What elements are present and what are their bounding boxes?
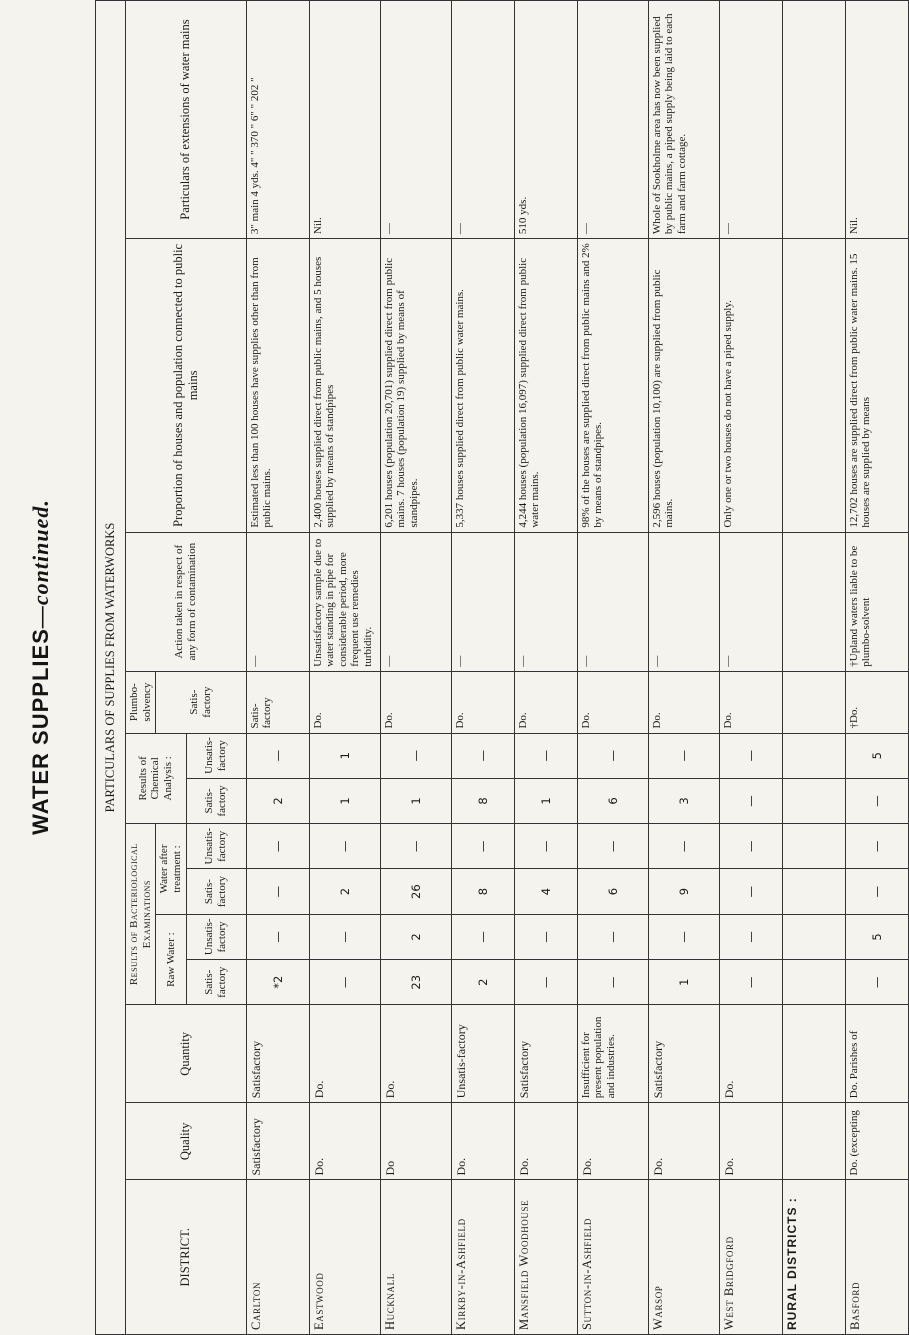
table-row — [246, 1, 309, 1335]
proportion-cell: 6,201 houses (population 20,701) supplied direct from public mains. 7 houses (population 19) supplied by means of standpipes. — [380, 239, 451, 533]
table-row — [309, 1, 380, 1335]
action-cell: — — [380, 532, 451, 671]
raw-unsat-cell: — — [514, 914, 577, 959]
extensions-cell: Nil. — [309, 1, 380, 239]
extensions-cell: 510 yds. — [514, 1, 577, 239]
treat-sat-cell: — — [845, 869, 908, 914]
district-cell: Hucknall — [380, 1180, 451, 1335]
raw-sat-cell: — — [514, 960, 577, 1005]
raw-unsat-cell: — — [577, 914, 648, 959]
extensions-cell: — — [577, 1, 648, 239]
raw-unsat-cell: — — [648, 914, 719, 959]
treat-sat-cell: 26 — [380, 869, 451, 914]
treat-unsat-cell: — — [719, 824, 782, 869]
district-cell: Eastwood — [309, 1180, 380, 1335]
quality-cell: Satisfactory — [246, 1103, 309, 1180]
raw-sat-cell: 2 — [451, 960, 514, 1005]
extensions-cell: 3" main 4 yds. 4" " 370 " 6" " 202 " — [246, 1, 309, 239]
treat-sat-cell: 9 — [648, 869, 719, 914]
district-cell: Basford — [845, 1180, 908, 1335]
action-cell: — — [648, 532, 719, 671]
quality-cell: Do — [380, 1103, 451, 1180]
treat-unsat-cell: — — [577, 824, 648, 869]
table-row — [514, 1, 577, 1335]
district-header: DISTRICT. — [126, 1180, 247, 1335]
chem-sat-cell: 8 — [451, 778, 514, 823]
chem-unsat-cell: — — [719, 733, 782, 778]
plumbo-cell: †Do. — [845, 671, 908, 733]
raw-sat-cell: *2 — [246, 960, 309, 1005]
action-cell: — — [719, 532, 782, 671]
quality-cell: Do. — [719, 1103, 782, 1180]
raw-water-header: Raw Water : — [156, 914, 186, 1005]
table-title: PARTICULARS OF SUPPLIES FROM WATERWORKS — [96, 1, 126, 1335]
proportion-cell: 4,244 houses (population 16,097) supplied direct from public water mains. — [514, 239, 577, 533]
chem-sat-cell: 2 — [246, 778, 309, 823]
plumbo-cell: Do. — [451, 671, 514, 733]
chem-sat-cell: 3 — [648, 778, 719, 823]
action-cell: †Upland waters liable to be plumbo-solvent — [845, 532, 908, 671]
proportion-cell: 98% of the houses are supplied direct from public mains and 2% by means of standpipes. — [577, 239, 648, 533]
raw-sat-header: Satis-factory — [186, 960, 246, 1005]
chem-unsat-cell: — — [380, 733, 451, 778]
district-cell: West Bridgford — [719, 1180, 782, 1335]
action-header: Action taken in respect of any form of contamination — [126, 532, 247, 671]
after-treatment-header: Water after treatment : — [156, 824, 186, 915]
action-cell: — — [246, 532, 309, 671]
rural-heading-row — [782, 1, 845, 1335]
quantity-cell: Do. — [719, 1005, 782, 1103]
action-cell: — — [577, 532, 648, 671]
treat-sat-cell: — — [719, 869, 782, 914]
extensions-cell: Nil. — [845, 1, 908, 239]
quality-cell: Do. — [648, 1103, 719, 1180]
page-title-main: WATER SUPPLIES — [28, 628, 53, 835]
page-title-suffix: —continued. — [28, 499, 53, 629]
raw-sat-cell: — — [309, 960, 380, 1005]
page-title — [28, 267, 54, 1067]
action-cell: — — [451, 532, 514, 671]
quantity-cell: Satisfactory — [514, 1005, 577, 1103]
quantity-cell: Do. — [380, 1005, 451, 1103]
raw-unsat-header: Unsatis-factory — [186, 914, 246, 959]
chem-unsat-header: Unsatis-factory — [186, 733, 246, 778]
raw-sat-cell: 1 — [648, 960, 719, 1005]
chem-unsat-cell: — — [451, 733, 514, 778]
quantity-header: Quantity — [126, 1005, 247, 1103]
plumbo-cell: Do. — [309, 671, 380, 733]
plumbo-header: Plumbo-solvency — [126, 671, 156, 733]
district-cell: Mansfield Woodhouse — [514, 1180, 577, 1335]
quantity-cell: Satisfactory — [246, 1005, 309, 1103]
chem-sat-cell: 6 — [577, 778, 648, 823]
quality-cell: Do. (excepting — [845, 1103, 908, 1180]
chem-unsat-cell: 5 — [845, 733, 908, 778]
rotated-table-wrapper — [95, 0, 884, 1335]
extensions-cell: — — [719, 1, 782, 239]
proportion-cell: Estimated less than 100 houses have supplies other than from public mains. — [246, 239, 309, 533]
treat-unsat-cell: — — [648, 824, 719, 869]
extensions-cell: — — [380, 1, 451, 239]
plumbo-cell: Do. — [719, 671, 782, 733]
district-cell: Sutton-in-Ashfield — [577, 1180, 648, 1335]
plumbo-cell: Do. — [380, 671, 451, 733]
bacteriological-header: Results of Bacteriological Examinations — [126, 824, 156, 1005]
table-row — [845, 1, 908, 1335]
extensions-cell: — — [451, 1, 514, 239]
chemical-header: Results of Chemical Analysis : — [126, 733, 187, 824]
plumbo-cell: Do. — [648, 671, 719, 733]
raw-sat-cell: — — [719, 960, 782, 1005]
quality-cell: Do. — [451, 1103, 514, 1180]
raw-unsat-cell: — — [309, 914, 380, 959]
raw-unsat-cell: 2 — [380, 914, 451, 959]
district-cell: Kirkby-in-Ashfield — [451, 1180, 514, 1335]
raw-unsat-cell: — — [719, 914, 782, 959]
plumbo-cell: Satis-factory — [246, 671, 309, 733]
quantity-cell: Insufficient for present population and industries. — [577, 1005, 648, 1103]
plumbo-sat-header: Satis-factory — [156, 671, 246, 733]
raw-unsat-cell: 5 — [845, 914, 908, 959]
chem-sat-cell: — — [845, 778, 908, 823]
district-cell: Carlton — [246, 1180, 309, 1335]
treat-sat-cell: — — [246, 869, 309, 914]
raw-unsat-cell: — — [451, 914, 514, 959]
quality-cell: Do. — [577, 1103, 648, 1180]
treat-sat-cell: 8 — [451, 869, 514, 914]
waterworks-table — [95, 0, 909, 1335]
treat-sat-cell: 6 — [577, 869, 648, 914]
treat-unsat-cell: — — [309, 824, 380, 869]
quantity-cell: Do. — [309, 1005, 380, 1103]
proportion-cell: 2,400 houses supplied direct from public mains, and 5 houses supplied by means of standpipes — [309, 239, 380, 533]
raw-unsat-cell: — — [246, 914, 309, 959]
quality-cell: Do. — [309, 1103, 380, 1180]
action-cell: Unsatisfactory sample due to water standing in pipe for considerable period, more frequent use remedies turbidity. — [309, 532, 380, 671]
raw-sat-cell: 23 — [380, 960, 451, 1005]
chem-sat-cell: — — [719, 778, 782, 823]
district-cell: Warsop — [648, 1180, 719, 1335]
treat-unsat-header: Unsatis-factory — [186, 824, 246, 869]
treat-unsat-cell: — — [451, 824, 514, 869]
chem-unsat-cell: 1 — [309, 733, 380, 778]
treat-unsat-cell: — — [845, 824, 908, 869]
treat-sat-header: Satis-factory — [186, 869, 246, 914]
extensions-cell: Whole of Sookholme area has now been supplied by public mains, a piped supply being laid to each farm and farm cottage. — [648, 1, 719, 239]
chem-unsat-cell: — — [514, 733, 577, 778]
treat-sat-cell: 4 — [514, 869, 577, 914]
rural-districts-heading: RURAL DISTRICTS : — [782, 1180, 845, 1335]
plumbo-cell: Do. — [514, 671, 577, 733]
extensions-header: Particulars of extensions of water mains — [126, 1, 247, 239]
proportion-cell: Only one or two houses do not have a piped supply. — [719, 239, 782, 533]
quality-header: Quality — [126, 1103, 247, 1180]
treat-unsat-cell: — — [514, 824, 577, 869]
proportion-cell: 5,337 houses supplied direct from public water mains. — [451, 239, 514, 533]
chem-unsat-cell: — — [648, 733, 719, 778]
quantity-cell: Satisfactory — [648, 1005, 719, 1103]
table-row — [451, 1, 514, 1335]
plumbo-cell: Do. — [577, 671, 648, 733]
treat-unsat-cell: — — [246, 824, 309, 869]
raw-sat-cell: — — [577, 960, 648, 1005]
chem-sat-cell: 1 — [514, 778, 577, 823]
action-cell: — — [514, 532, 577, 671]
table-row — [648, 1, 719, 1335]
proportion-header: Proportion of houses and population connected to public mains — [126, 239, 247, 533]
chem-sat-header: Satis-factory — [186, 778, 246, 823]
quantity-cell: Do. Parishes of — [845, 1005, 908, 1103]
treat-sat-cell: 2 — [309, 869, 380, 914]
chem-unsat-cell: — — [246, 733, 309, 778]
raw-sat-cell: — — [845, 960, 908, 1005]
proportion-cell: 2,596 houses (population 10,100) are supplied from public mains. — [648, 239, 719, 533]
treat-unsat-cell: — — [380, 824, 451, 869]
proportion-cell: 12,702 houses are supplied direct from public water mains. 15 houses are supplied by means — [845, 239, 908, 533]
chem-sat-cell: 1 — [309, 778, 380, 823]
quality-cell: Do. — [514, 1103, 577, 1180]
chem-unsat-cell: — — [577, 733, 648, 778]
table-row — [380, 1, 451, 1335]
chem-sat-cell: 1 — [380, 778, 451, 823]
table-row — [719, 1, 782, 1335]
quantity-cell: Unsatis-factory — [451, 1005, 514, 1103]
table-row — [577, 1, 648, 1335]
